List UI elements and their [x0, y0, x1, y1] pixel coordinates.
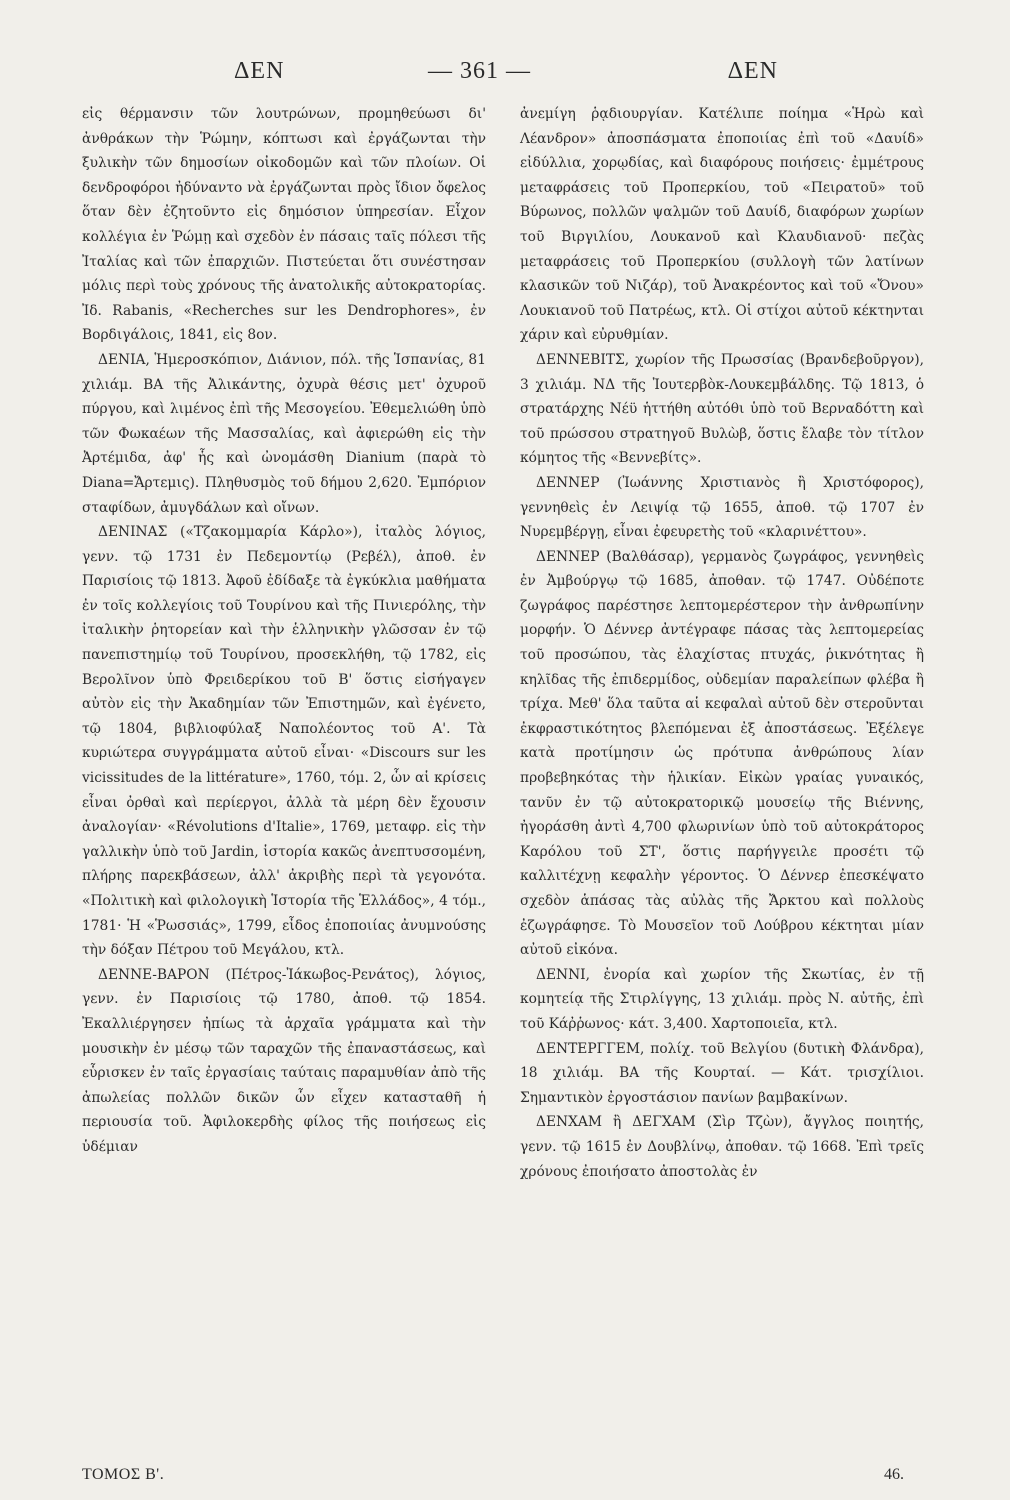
entry-dennewitz: ΔΕΝΝΕΒΙΤΣ, χωρίον τῆς Πρωσσίας (Βρανδεβοῦργον), 3 χιλιάμ. ΝΔ τῆς Ἰουτερβὸκ-Λουκεμβάλδης. Τῷ 1813, ὁ στρατάρχης Νέϋ ἡττήθη αὐτόθι ὑπὸ τοῦ Βερναδόττη καὶ τοῦ πρώσσου στρατηγοῦ Βυλὼβ, ὅστις ἔλαβε τὸν τίτλον κόμητος τῆς «Βεννεβίτς». — [520, 351, 924, 467]
entry-deninas: ΔΕΝΙΝΑΣ («Τζακομμαρία Κάρλο»), ἰταλὸς λόγιος, γενν. τῷ 1731 ἐν Πεδεμοντίῳ (Ρεβέλ), ἀποθ. ἐν Παρισίοις τῷ 1813. Ἀφοῦ ἐδίδαξε τὰ ἐγκύκλια μαθήματα ἐν τοῖς κολλεγίοις τοῦ Τουρίνου καὶ τῆς Πινιερόλης, τὴν ἰταλικὴν ῥητορείαν καὶ τὴν ἑλληνικὴν γλῶσσαν ἐν τῷ πανεπιστημίῳ τοῦ Τουρίνου, προσεκλήθη, τῷ 1782, εἰς Βερολῖνον ὑπὸ Φρειδερίκου τοῦ Β' ὅστις εἰσήγαγεν αὐτὸν εἰς τὴν Ἀκαδημίαν τῶν Ἐπιστημῶν, καὶ ἐγένετο, τῷ 1804, βιβλιοφύλαξ Ναπολέοντος τοῦ Α'. Τὰ κυριώτερα συγγράμματα αὐτοῦ εἶναι· «Discours sur les vicissitudes de la littérature», 1760, τόμ. 2, ὧν αἱ κρίσεις εἶναι ὀρθαὶ καὶ περίεργοι, ἀλλὰ τὰ μέρη δὲν ἔχουσιν ἀναλογίαν· «Révolutions d'Italie», 1769, μεταφρ. εἰς τὴν γαλλικὴν ὑπὸ τοῦ Jardin, ἱστορία κακῶς ἀνεπτυσσομένη, πλήρης παρεκβάσεων, ἀλλ' ἀκριβὴς περὶ τὰ γεγονότα. «Πολιτικὴ καὶ φιλολογικὴ Ἱστορία τῆς Ἑλλάδος», 4 τόμ., 1781· Ἡ «Ῥωσσιάς», 1799, εἶδος ἐποποιίας ἀνυμνούσης τὴν δόξαν Πέτρου τοῦ Μεγάλου, κτλ. — [82, 524, 486, 959]
entry-denne-baron: ΔΕΝΝΕ-ΒΑΡΟΝ (Πέτρος-Ἰάκωβος-Ρενάτος), λόγιος, γενν. ἐν Παρισίοις τῷ 1780, ἀποθ. τῷ 1854. Ἐκαλλιέργησεν ἠπίως τὰ ἀρχαῖα γράμματα καὶ τὴν μουσικὴν ἐν μέσῳ τῶν ταραχῶν τῆς ἐπαναστάσεως, καὶ εὗρισκεν ἐν ταῖς ἐργασίαις ταύταις παραμυθίαν ἀπὸ τῆς ἀπωλείας πολλῶν δικῶν ὧν εἶχεν κατασταθῆ ἡ περιουσία τοῦ. Ἀφιλοκερδὴς φίλος τῆς ποιήσεως εἰς ὑδέμιαν — [82, 966, 486, 1155]
entry-denham: ΔΕΝΧΑΜ ἢ ΔΕΓΧΑΜ (Σὶρ Τζὼν), ἄγγλος ποιητής, γενν. τῷ 1615 ἐν Δουβλίνῳ, ἀποθαν. τῷ 1668. Ἐπὶ τρεῖς χρόνους ἐποιήσατο ἀποστολὰς ἐν — [520, 1114, 924, 1180]
right-column — [520, 102, 924, 1184]
library-stamp-watermark — [559, 1373, 982, 1478]
running-header — [82, 58, 928, 98]
entry-denny: ΔΕΝΝΙ, ἐνορία καὶ χωρίον τῆς Σκωτίας, ἐν τῇ κομητείᾳ τῆς Στιρλίγγης, 13 χιλιάμ. πρὸς Ν. αὐτῆς, ἐπὶ τοῦ Κάῤῥωνος· κάτ. 3,400. Χαρτοποιεῖα, κτλ. — [520, 966, 924, 1032]
volume-label: ΤΟΜΟΣ Β'. — [82, 1466, 165, 1483]
left-column — [82, 102, 486, 1160]
entry-denia: ΔΕΝΙΑ, Ἡμεροσκόπιον, Διάνιον, πόλ. τῆς Ἱσπανίας, 81 χιλιάμ. ΒΑ τῆς Ἀλικάντης, ὀχυρὰ θέσις μετ' ὀχυροῦ πύργου, καὶ λιμένος ἐπὶ τῆς Μεσογείου. Ἐθεμελιώθη ὑπὸ τῶν Φωκαέων τῆς Μασσαλίας, καὶ ἀφιερώθη εἰς τὴν Ἀρτέμιδα, ἀφ' ἧς καὶ ὠνομάσθη Dianium (παρὰ τὸ Diana=Ἄρτεμις). Πληθυσμὸς τοῦ δήμου 2,620. Ἐμπόριον σταφίδων, ἀμυγδάλων καὶ οἴνων. — [82, 351, 486, 516]
continued-paragraph: ἀνεμίγη ῥᾳδιουργίαν. Κατέλιπε ποίημα «Ἡρὼ καὶ Λέανδρον» ἀποσπάσματα ἐποποιίας ἐπὶ τοῦ «Δαυίδ» εἰδύλλια, χορῳδίας, καὶ διαφόρους ποιήσεις· ἐμμέτρους μεταφράσεις τοῦ Προπερκίου, τοῦ «Πειρατοῦ» τοῦ Βύρωνος, πολλῶν ψαλμῶν τοῦ Δαυίδ, διαφόρων χωρίων τοῦ Βιργιλίου, Λουκανοῦ καὶ Κλαυδιανοῦ· πεζὰς μεταφράσεις τοῦ Προπερκίου (συλλογὴ τῶν λατίνων κλασικῶν τοῦ Νιζάρ), τοῦ Ἀνακρέοντος καὶ τοῦ «Ὄνου» Λουκιανοῦ τοῦ Πατρέως, κτλ. Οἱ στίχοι αὐτοῦ κέκτηνται χάριν καὶ εὐρυθμίαν. — [520, 106, 924, 344]
entry-dendermonde: ΔΕΝΤΕΡΓΓΕΜ, πολίχ. τοῦ Βελγίου (δυτικὴ Φλάνδρα), 18 χιλιάμ. ΒΑ τῆς Κουρταί. — Κάτ. τρισχίλιοι. Σημαντικὸν ἐργοστάσιον πανίων βαμβακίνων. — [520, 1040, 924, 1106]
entry-denner-johann: ΔΕΝΝΕΡ (Ἰωάννης Χριστιανὸς ἢ Χριστόφορος), γεννηθεὶς ἐν Λειψίᾳ τῷ 1655, ἀποθ. τῷ 1707 ἐν Νυρεμβέργῃ, εἶναι ἐφευρετὴς τοῦ «κλαρινέττου». — [520, 474, 924, 541]
entry-denner-balthasar: ΔΕΝΝΕΡ (Βαλθάσαρ), γερμανὸς ζωγράφος, γεννηθεὶς ἐν Ἀμβούργῳ τῷ 1685, ἀποθαν. τῷ 1747. Οὐδέποτε ζωγράφος παρέστησε λεπτομερέστερον τὴν ἀνθρωπίνην μορφήν. Ὁ Δέννερ ἀντέγραφε πάσας τὰς λεπτομερείας τοῦ προσώπου, τὰς ἐλαχίστας πτυχάς, ῥικνότητας ἢ κηλῖδας τῆς ἐπιδερμίδος, οὐδεμίαν παραλείπων φλέβα ἢ τρίχα. Μεθ' ὅλα ταῦτα αἱ κεφαλαὶ αὐτοῦ δὲν στεροῦνται ἐκφραστικότητος βλεπόμεναι ἐξ ἀποστάσεως. Ἐξέλεγε κατὰ προτίμησιν ὡς πρότυπα ἀνθρώπους λίαν προβεβηκότας τὴν ἡλικίαν. Εἰκὼν γραίας γυναικός, τανῦν ἐν τῷ αὐτοκρατορικῷ μουσείῳ τῆς Βιέννης, ἠγοράσθη ἀντὶ 4,700 φλωρινίων ὑπὸ τοῦ αὐτοκράτορος Καρόλου τοῦ ΣΤ', ὅστις παρήγγειλε προσέτι τῷ καλλιτέχνῃ κεφαλὴν γέροντος. Ὁ Δέννερ ἐπεσκέψατο σχεδὸν ἁπάσας τὰς αὐλὰς τῆς Ἄρκτου καὶ πολλοὺς ἐζωγράφησε. Τὸ Μουσεῖον τοῦ Λούβρου κέκτηται μίαν αὐτοῦ εἰκόνα. — [520, 548, 924, 959]
header-left-word: ΔΕΝ — [234, 58, 285, 84]
signature-mark: 46. — [884, 1466, 904, 1483]
continued-paragraph: εἰς θέρμανσιν τῶν λουτρώνων, προμηθεύωσι δι' ἀνθράκων τὴν Ῥώμην, κόπτωσι καὶ ἐργάζωνται τὴν ξυλικὴν τῶν δημοσίων οἰκοδομῶν καὶ τῶν πλοίων. Οἱ δενδροφόροι ἠδύναντο νὰ ἐργάζωνται πρὸς ἴδιον ὄφελος ὅταν δὲν ἐζητοῦντο εἰς δημόσιον ὑπηρεσίαν. Εἶχον κολλέγια ἐν Ῥώμῃ καὶ σχεδὸν ἐν πάσαις ταῖς πόλεσι τῆς Ἰταλίας καὶ τῶν ἐπαρχιῶν. Πιστεύεται ὅτι συνέστησαν μόλις περὶ τοὺς χρόνους τῆς ἀνατολικῆς αὐτοκρατορίας. Ἰδ. Rabanis, «Recherches sur les Dendrophores», ἐν Βορδιγάλοις, 1841, εἰς 8ον. — [82, 106, 486, 344]
page-number: — 361 — — [428, 58, 531, 84]
header-right-word: ΔΕΝ — [727, 58, 778, 84]
